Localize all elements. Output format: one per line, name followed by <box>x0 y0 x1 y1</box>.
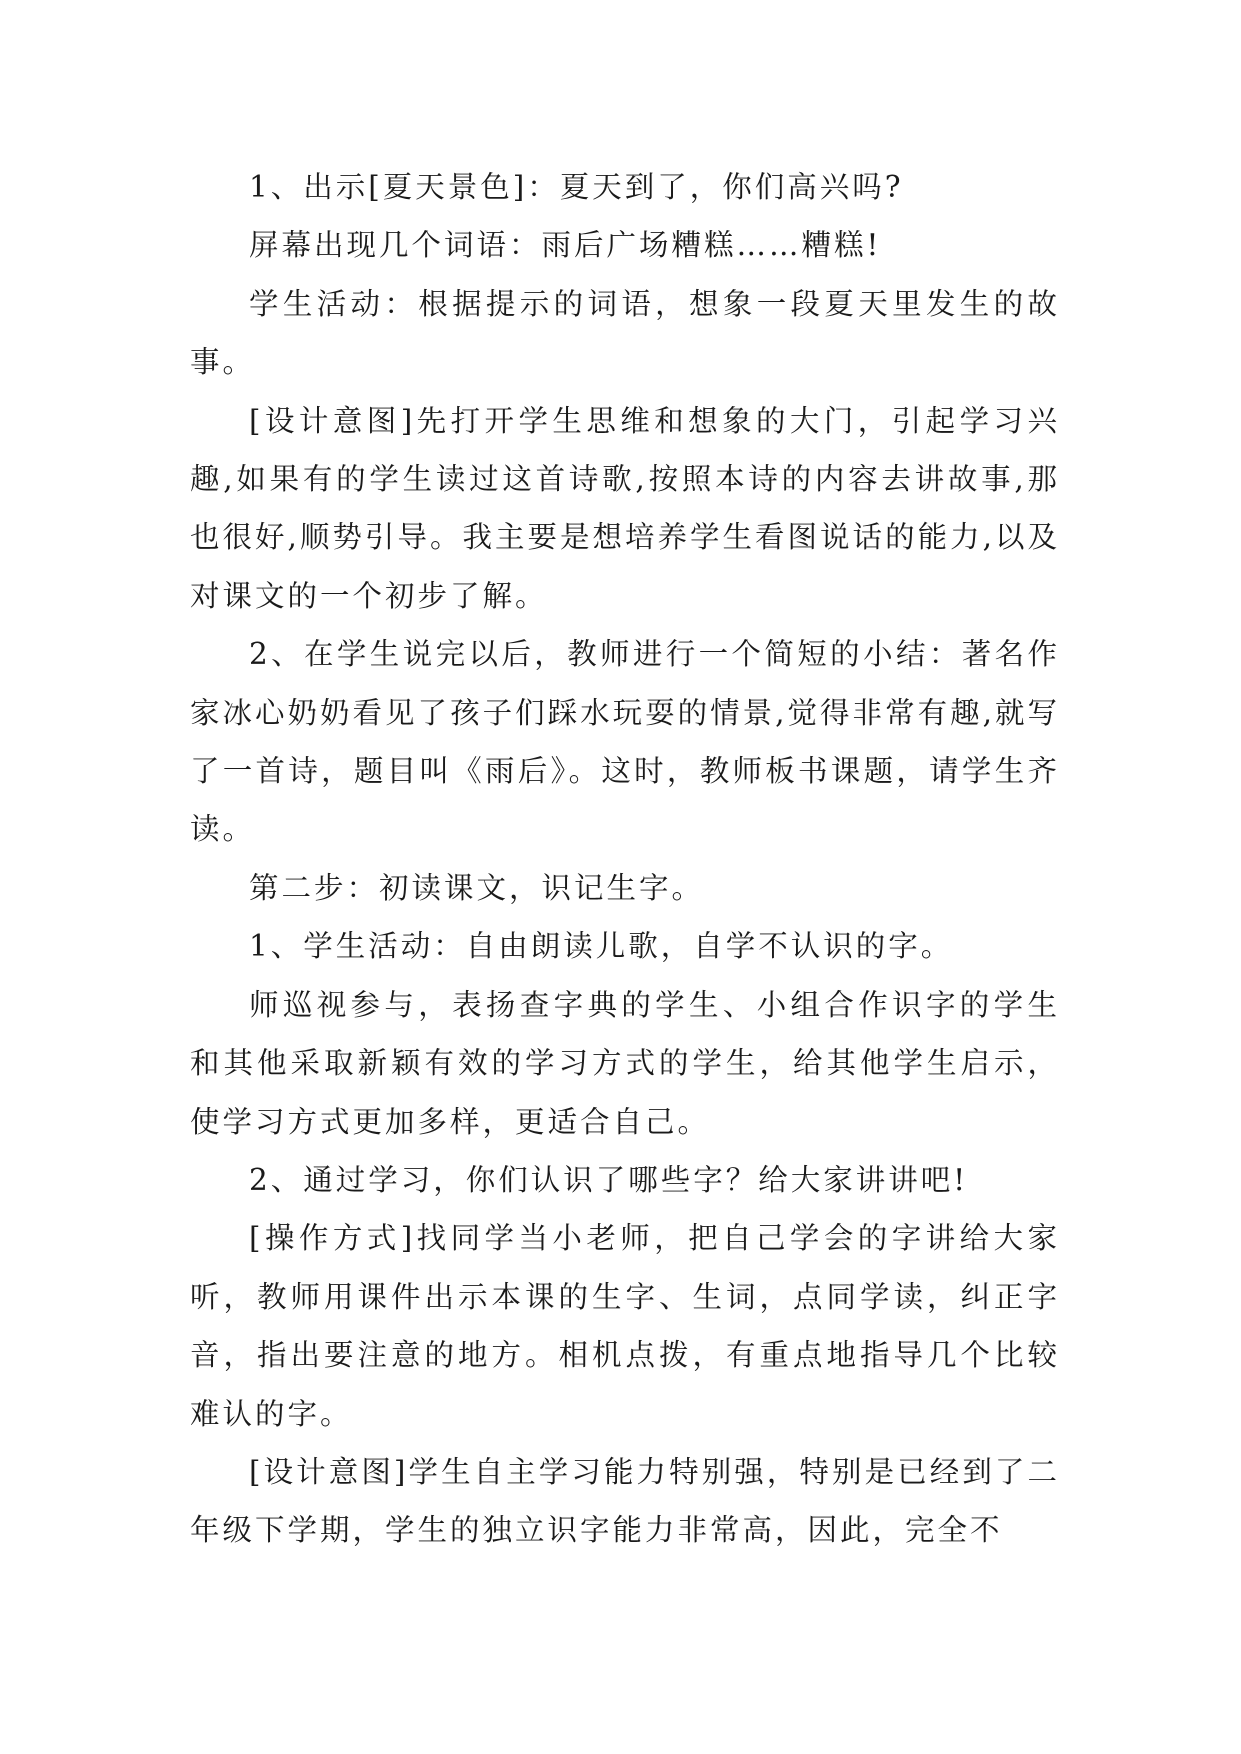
body-text <box>190 158 1060 1560</box>
paragraph-2: 屏幕出现几个词语：雨后广场糟糕……糟糕! <box>249 228 882 263</box>
paragraph-5: 2、在学生说完以后，教师进行一个简短的小结：著名作家冰心奶奶看见了孩子们踩水玩耍的情景,觉得非常有趣,就写了一首诗，题目叫《雨后》。这时，教师板书课题，请学生齐读。 <box>190 637 1060 847</box>
paragraph-11: [设计意图]学生自主学习能力特别强，特别是已经到了二年级下学期，学生的独立识字能力非常高，因此，完全不 <box>190 1454 1060 1548</box>
paragraph-1: 1、出示[夏天景色]：夏天到了，你们高兴吗? <box>249 170 904 204</box>
paragraph-4: [设计意图]先打开学生思维和想象的大门，引起学习兴趣,如果有的学生读过这首诗歌,按照本诗的内容去讲故事,那也很好,顺势引导。我主要是想培养学生看图说话的能力,以及对课文的一个初步了解。 <box>190 403 1060 613</box>
paragraph-9: 2、通过学习，你们认识了哪些字？给大家讲讲吧! <box>249 1162 969 1197</box>
paragraph-6: 第二步：初读课文，识记生字。 <box>249 870 705 905</box>
paragraph-7: 1、学生活动：自由朗读儿歌，自学不认识的字。 <box>249 929 954 964</box>
paragraph-8: 师巡视参与，表扬查字典的学生、小组合作识字的学生和其他采取新颖有效的学习方式的学生，给其他学生启示，使学习方式更加多样，更适合自己。 <box>190 987 1060 1139</box>
paragraph-10: [操作方式]找同学当小老师，把自己学会的字讲给大家听，教师用课件出示本课的生字、生词，点同学读，纠正字音，指出要注意的地方。相机点拨，有重点地指导几个比较难认的字。 <box>190 1221 1060 1431</box>
paragraph-3: 学生活动：根据提示的词语，想象一段夏天里发生的故事。 <box>190 286 1060 380</box>
